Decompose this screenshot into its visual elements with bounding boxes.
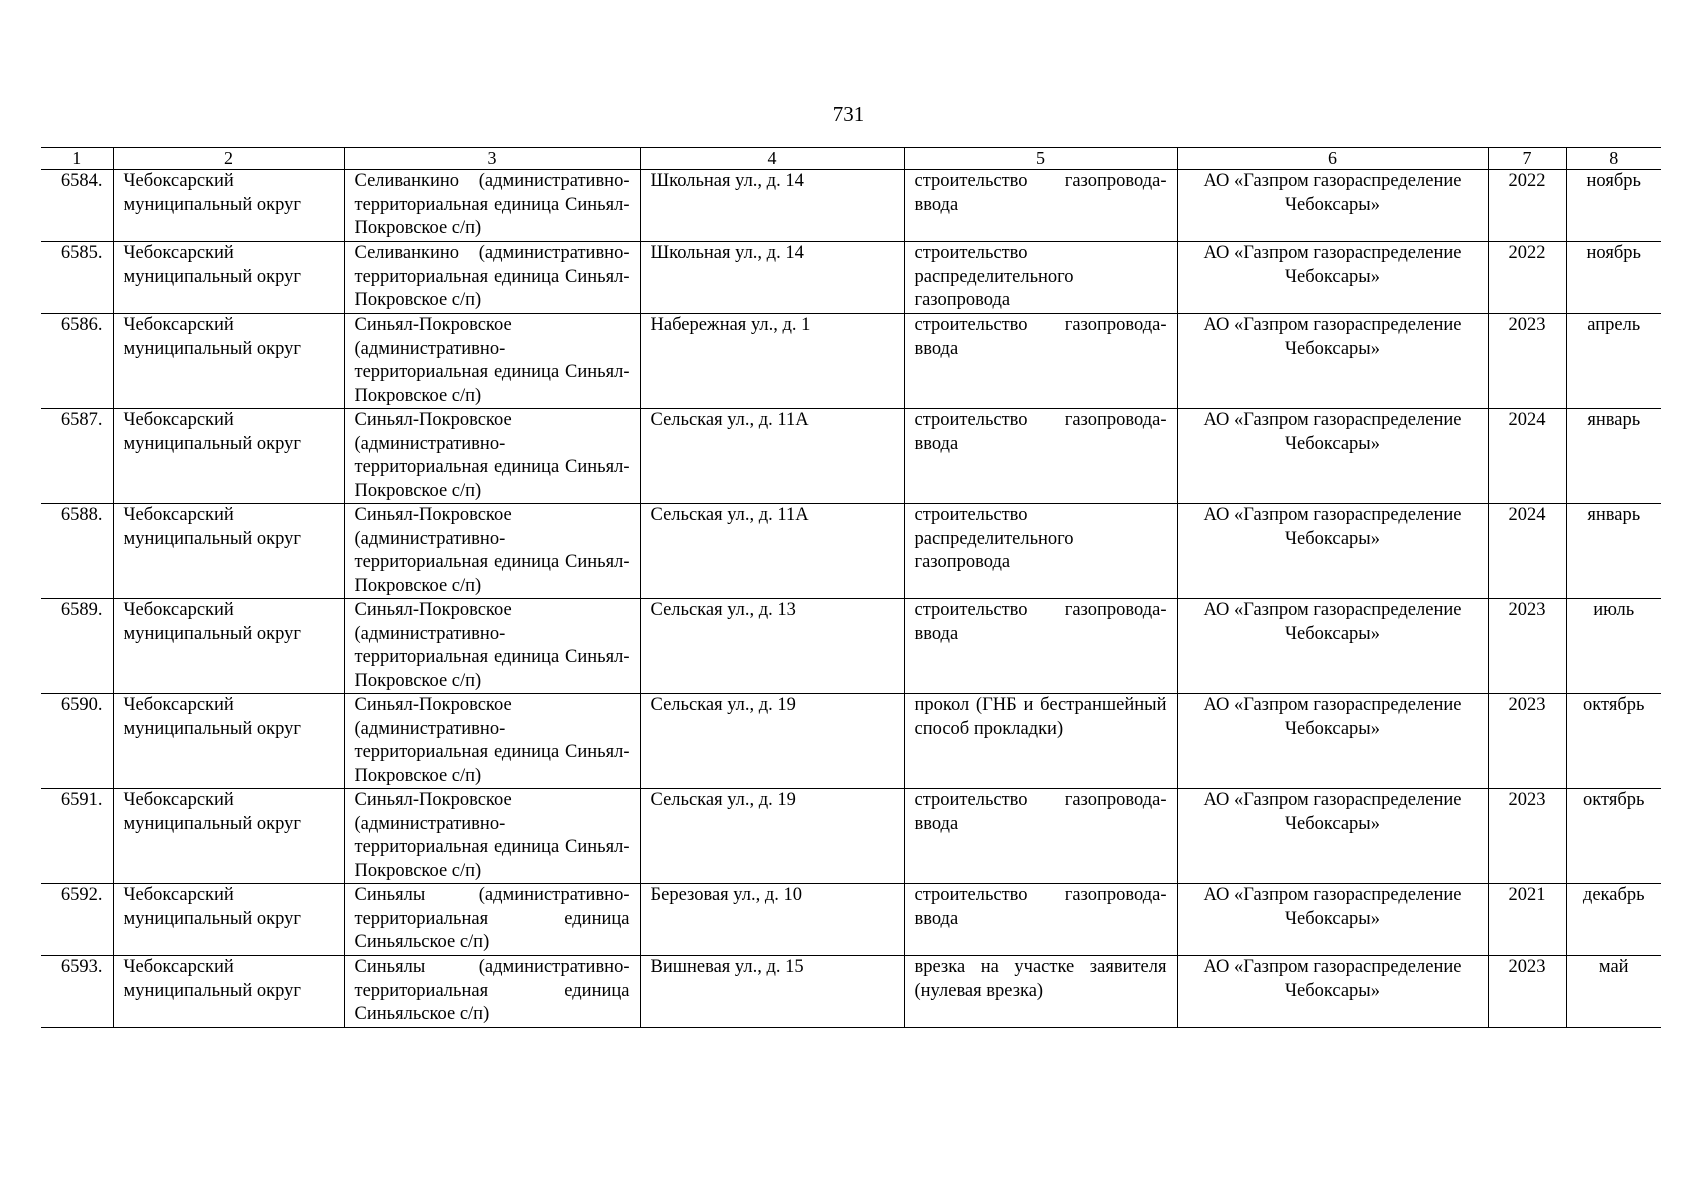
work-type: прокол (ГНБ и бестраншейный способ прокладки)	[904, 694, 1177, 789]
municipal-district: Чебоксарский муниципальный округ	[113, 314, 344, 409]
organization: АО «Газпром газораспределение Чебоксары»	[1177, 242, 1488, 314]
settlement: Селиванкино (административно-территориальная единица Синьял-Покровское с/п)	[344, 242, 640, 314]
month: июль	[1566, 599, 1661, 694]
row-number: 6586.	[41, 314, 113, 409]
table-row	[41, 314, 1661, 409]
municipal-district: Чебоксарский муниципальный округ	[113, 884, 344, 956]
column-number-row	[41, 148, 1661, 170]
column-header: 4	[640, 148, 904, 170]
month: май	[1566, 956, 1661, 1028]
month: ноябрь	[1566, 170, 1661, 242]
work-type: строительство газопровода-ввода	[904, 599, 1177, 694]
table-row	[41, 170, 1661, 242]
row-number: 6593.	[41, 956, 113, 1028]
work-type: строительство газопровода-ввода	[904, 314, 1177, 409]
year: 2023	[1488, 694, 1566, 789]
settlement: Селиванкино (административно-территориальная единица Синьял-Покровское с/п)	[344, 170, 640, 242]
table-row	[41, 789, 1661, 884]
row-number: 6587.	[41, 409, 113, 504]
organization: АО «Газпром газораспределение Чебоксары»	[1177, 170, 1488, 242]
row-number: 6588.	[41, 504, 113, 599]
table-row	[41, 504, 1661, 599]
organization: АО «Газпром газораспределение Чебоксары»	[1177, 956, 1488, 1028]
gasification-register-table	[41, 147, 1661, 1028]
address: Сельская ул., д. 13	[640, 599, 904, 694]
settlement: Синьял-Покровское (административно-территориальная единица Синьял-Покровское с/п)	[344, 314, 640, 409]
address: Сельская ул., д. 19	[640, 694, 904, 789]
year: 2021	[1488, 884, 1566, 956]
column-header: 5	[904, 148, 1177, 170]
organization: АО «Газпром газораспределение Чебоксары»	[1177, 314, 1488, 409]
municipal-district: Чебоксарский муниципальный округ	[113, 599, 344, 694]
organization: АО «Газпром газораспределение Чебоксары»	[1177, 409, 1488, 504]
work-type: строительство газопровода-ввода	[904, 789, 1177, 884]
table-row	[41, 956, 1661, 1028]
organization: АО «Газпром газораспределение Чебоксары»	[1177, 694, 1488, 789]
row-number: 6592.	[41, 884, 113, 956]
address: Сельская ул., д. 11А	[640, 504, 904, 599]
address: Сельская ул., д. 19	[640, 789, 904, 884]
address: Набережная ул., д. 1	[640, 314, 904, 409]
work-type: строительство газопровода-ввода	[904, 409, 1177, 504]
row-number: 6591.	[41, 789, 113, 884]
table-row	[41, 409, 1661, 504]
settlement: Синьялы (административно-территориальная единица Синьяльское с/п)	[344, 884, 640, 956]
year: 2023	[1488, 789, 1566, 884]
work-type: строительство распределительного газопровода	[904, 242, 1177, 314]
year: 2023	[1488, 599, 1566, 694]
month: октябрь	[1566, 789, 1661, 884]
municipal-district: Чебоксарский муниципальный округ	[113, 789, 344, 884]
year: 2023	[1488, 956, 1566, 1028]
work-type: строительство газопровода-ввода	[904, 170, 1177, 242]
year: 2024	[1488, 409, 1566, 504]
row-number: 6584.	[41, 170, 113, 242]
table-row	[41, 884, 1661, 956]
year: 2022	[1488, 242, 1566, 314]
table-header	[41, 148, 1661, 170]
table-row	[41, 694, 1661, 789]
address: Школьная ул., д. 14	[640, 242, 904, 314]
month: январь	[1566, 504, 1661, 599]
table-body	[41, 170, 1661, 1028]
year: 2023	[1488, 314, 1566, 409]
settlement: Синьял-Покровское (административно-территориальная единица Синьял-Покровское с/п)	[344, 599, 640, 694]
row-number: 6585.	[41, 242, 113, 314]
table-row	[41, 242, 1661, 314]
settlement: Синьял-Покровское (административно-территориальная единица Синьял-Покровское с/п)	[344, 789, 640, 884]
address: Сельская ул., д. 11А	[640, 409, 904, 504]
table-row	[41, 599, 1661, 694]
year: 2022	[1488, 170, 1566, 242]
municipal-district: Чебоксарский муниципальный округ	[113, 409, 344, 504]
municipal-district: Чебоксарский муниципальный округ	[113, 694, 344, 789]
address: Школьная ул., д. 14	[640, 170, 904, 242]
month: январь	[1566, 409, 1661, 504]
organization: АО «Газпром газораспределение Чебоксары»	[1177, 504, 1488, 599]
month: апрель	[1566, 314, 1661, 409]
row-number: 6589.	[41, 599, 113, 694]
organization: АО «Газпром газораспределение Чебоксары»	[1177, 599, 1488, 694]
column-header: 3	[344, 148, 640, 170]
column-header: 2	[113, 148, 344, 170]
column-header: 1	[41, 148, 113, 170]
municipal-district: Чебоксарский муниципальный округ	[113, 504, 344, 599]
municipal-district: Чебоксарский муниципальный округ	[113, 956, 344, 1028]
row-number: 6590.	[41, 694, 113, 789]
address: Вишневая ул., д. 15	[640, 956, 904, 1028]
year: 2024	[1488, 504, 1566, 599]
month: ноябрь	[1566, 242, 1661, 314]
settlement: Синьял-Покровское (административно-территориальная единица Синьял-Покровское с/п)	[344, 409, 640, 504]
work-type: врезка на участке заявителя (нулевая врезка)	[904, 956, 1177, 1028]
municipal-district: Чебоксарский муниципальный округ	[113, 242, 344, 314]
settlement: Синьял-Покровское (административно-территориальная единица Синьял-Покровское с/п)	[344, 694, 640, 789]
month: октябрь	[1566, 694, 1661, 789]
month: декабрь	[1566, 884, 1661, 956]
work-type: строительство распределительного газопровода	[904, 504, 1177, 599]
organization: АО «Газпром газораспределение Чебоксары»	[1177, 789, 1488, 884]
address: Березовая ул., д. 10	[640, 884, 904, 956]
column-header: 8	[1566, 148, 1661, 170]
column-header: 7	[1488, 148, 1566, 170]
settlement: Синьял-Покровское (административно-территориальная единица Синьял-Покровское с/п)	[344, 504, 640, 599]
column-header: 6	[1177, 148, 1488, 170]
page-number: 731	[832, 102, 865, 126]
work-type: строительство газопровода-ввода	[904, 884, 1177, 956]
municipal-district: Чебоксарский муниципальный округ	[113, 170, 344, 242]
organization: АО «Газпром газораспределение Чебоксары»	[1177, 884, 1488, 956]
settlement: Синьялы (административно-территориальная единица Синьяльское с/п)	[344, 956, 640, 1028]
